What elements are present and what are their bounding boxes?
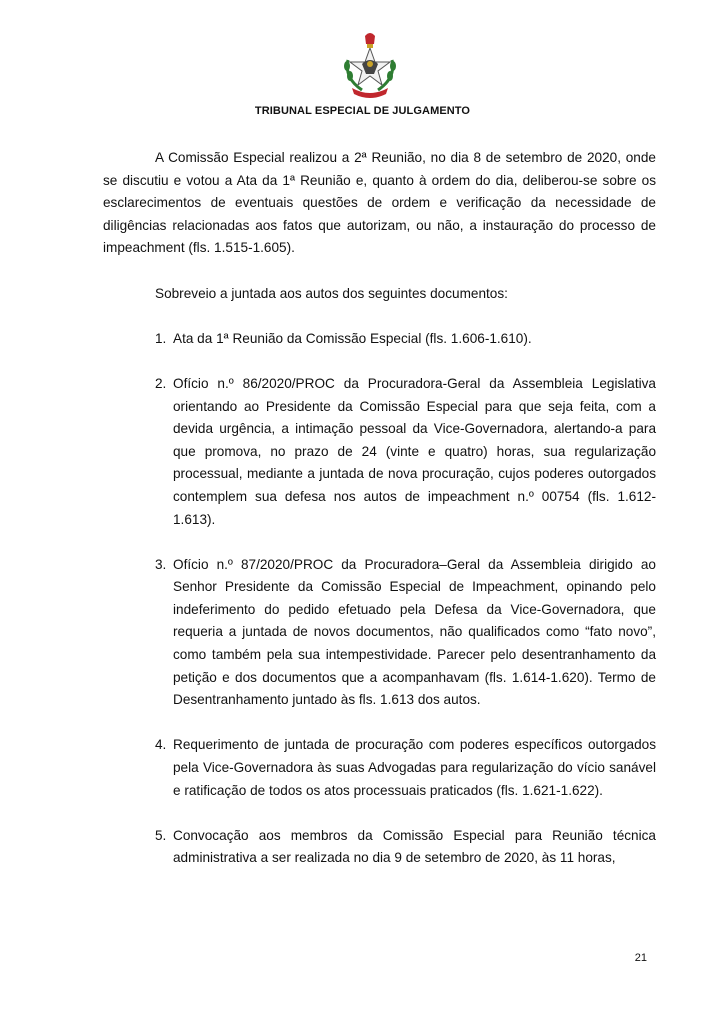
list-item (103, 328, 656, 351)
document-list (103, 328, 656, 870)
list-item (103, 734, 656, 802)
list-item (103, 554, 656, 712)
document-header-title: TRIBUNAL ESPECIAL DE JULGAMENTO (254, 105, 471, 117)
list-item-number: 3. (155, 556, 167, 572)
list-item (103, 825, 656, 870)
list-item-number: 1. (155, 330, 167, 346)
list-item-text: Convocação aos membros da Comissão Especial para Reunião técnica administrativa a ser realizada no dia 9 de setembro de 2020, às 11 horas, (173, 827, 656, 866)
list-item-text: Ofício n.º 87/2020/PROC da Procuradora–Geral da Assembleia dirigido ao Senhor Presidente da Comissão Especial de Impeachment, opinando pelo indeferimento do pedido efetuado pela Defesa da Vice-Governadora, que requeria a juntada de novos documentos, não qualificados como “fato novo”, como também pela sua intempestividade. Parecer pelo desentranhamento da petição e dos documentos que a acompanhavam (fls. 1.614-1.620). Termo de Desentranhamento juntado às fls. 1.613 dos autos. (173, 556, 656, 708)
document-body (103, 147, 656, 870)
list-item-text: Requerimento de juntada de procuração com poderes específicos outorgados pela Vice-Governadora às suas Advogadas para regularização do vício sanável e ratificação de todos os atos processuais praticados (fls. 1.621-1.622). (173, 737, 656, 798)
list-item-number: 5. (155, 827, 167, 843)
lead-sentence: Sobreveio a juntada aos autos dos seguintes documentos: (155, 285, 508, 301)
list-item-number: 4. (155, 737, 167, 753)
list-item-number: 2. (155, 375, 167, 391)
intro-paragraph: A Comissão Especial realizou a 2ª Reunião, no dia 8 de setembro de 2020, onde se discutiu e votou a Ata da 1ª Reunião e, quanto à ordem do dia, deliberou-se sobre os esclarecimentos de eventuais questões de ordem e verificação da necessidade de diligências relacionadas aos fatos que autorizam, ou não, a instauração do processo de impeachment (fls. 1.515-1.605). (103, 150, 656, 256)
page-number: 21 (634, 952, 647, 964)
list-item-text: Ofício n.º 86/2020/PROC da Procuradora-Geral da Assembleia Legislativa orientando ao Presidente da Comissão Especial para que seja feita, com a devida urgência, a intimação pessoal da Vice-Governadora, alertando-a para que promova, no prazo de 24 (vinte e quatro) horas, sua regularização processual, mediante a juntada de nova procuração, cujos poderes outorgados contemplem sua defesa nos autos de impeachment n.º 00754 (fls. 1.612-1.613). (173, 375, 656, 527)
list-item-text: Ata da 1ª Reunião da Comissão Especial (fls. 1.606-1.610). (173, 330, 532, 346)
list-item (103, 373, 656, 531)
state-coat-of-arms-icon (340, 30, 400, 100)
